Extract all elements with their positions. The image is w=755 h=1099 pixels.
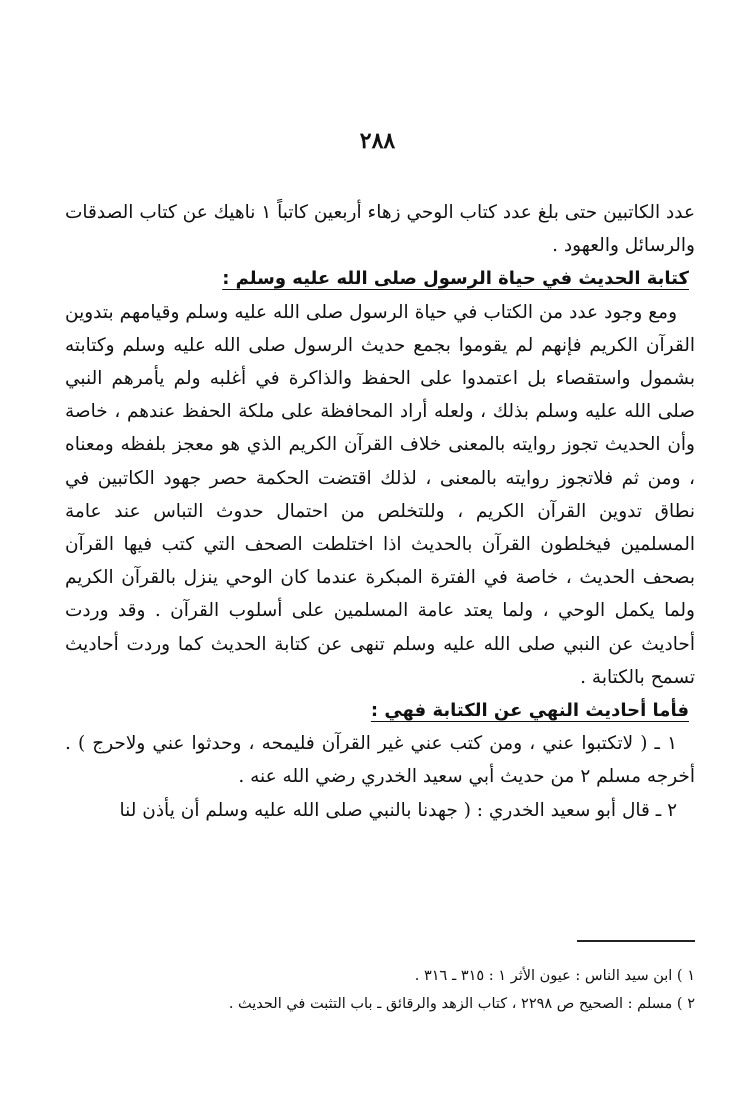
footnote-1: ١ ) ابن سيد الناس : عيون الأثر ١ : ٣١٥ ـ ٣١٦ . bbox=[414, 968, 695, 984]
main-text bbox=[65, 196, 695, 827]
footnotes bbox=[65, 962, 695, 1018]
footnote-separator bbox=[577, 940, 695, 942]
section-heading-prohibition-hadiths: فأما أحاديث النهي عن الكتابة فهي : bbox=[370, 700, 689, 722]
list-item-1: ١ ـ ( لاتكتبوا عني ، ومن كتب عني غير القرآن فليمحه ، وحدثوا عني ولاحرج ) . أخرجه مسلم ٢ من حديث أبي سعيد الخدري رضي الله عنه . bbox=[65, 733, 695, 788]
section-heading-hadith-writing: كتابة الحديث في حياة الرسول صلى الله عليه وسلم : bbox=[222, 268, 689, 290]
list-item-2: ٢ ـ قال أبو سعيد الخدري : ( جهدنا بالنبي صلى الله عليه وسلم أن يأذن لنا bbox=[119, 799, 677, 821]
paragraph-continuation: عدد الكاتبين حتى بلغ عدد كتاب الوحي زهاء أربعين كاتباً ١ ناهيك عن كتاب الصدقات والرسائل والعهود . bbox=[65, 202, 695, 257]
page-number: ٢٨٨ bbox=[359, 128, 396, 154]
footnote-2: ٢ ) مسلم : الصحيح ص ٢٢٩٨ ، كتاب الزهد والرقائق ـ باب التثبت في الحديث . bbox=[228, 996, 695, 1012]
paragraph-main: ومع وجود عدد من الكتاب في حياة الرسول صلى الله عليه وسلم وقيامهم بتدوين القرآن الكريم فإنهم لم يقوموا بجمع حديث الرسول صلى الله عليه وسلم وكتابته بشمول واستقصاء بل اعتمدوا على الحفظ والذاكرة في أغلبه ولم يأمرهم النبي صلى الله عليه وسلم بذلك ، ولعله أراد المحافظة على ملكة الحفظ عندهم ، خاصة وأن الحديث تجوز روايته بالمعنى خلاف القرآن الكريم الذي هو معجز بلفظه ومعناه ، ومن ثم فلاتجوز روايته بالمعنى ، لذلك اقتضت الحكمة حصر جهود الكاتبين في نطاق تدوين القرآن الكريم ، وللتخلص من احتمال حدوث التباس عند عامة المسلمين فيخلطون القرآن بالحديث اذا اختلطت الصحف التي كتب فيها القرآن بصحف الحديث ، خاصة في الفترة المبكرة عندما كان الوحي ينزل بالقرآن الكريم ولما يكمل الوحي ، ولما يعتد عامة المسلمين على أسلوب القرآن . وقد وردت أحاديث عن النبي صلى الله عليه وسلم تنهى عن كتابة الحديث كما وردت أحاديث تسمح بالكتابة . bbox=[65, 301, 695, 688]
